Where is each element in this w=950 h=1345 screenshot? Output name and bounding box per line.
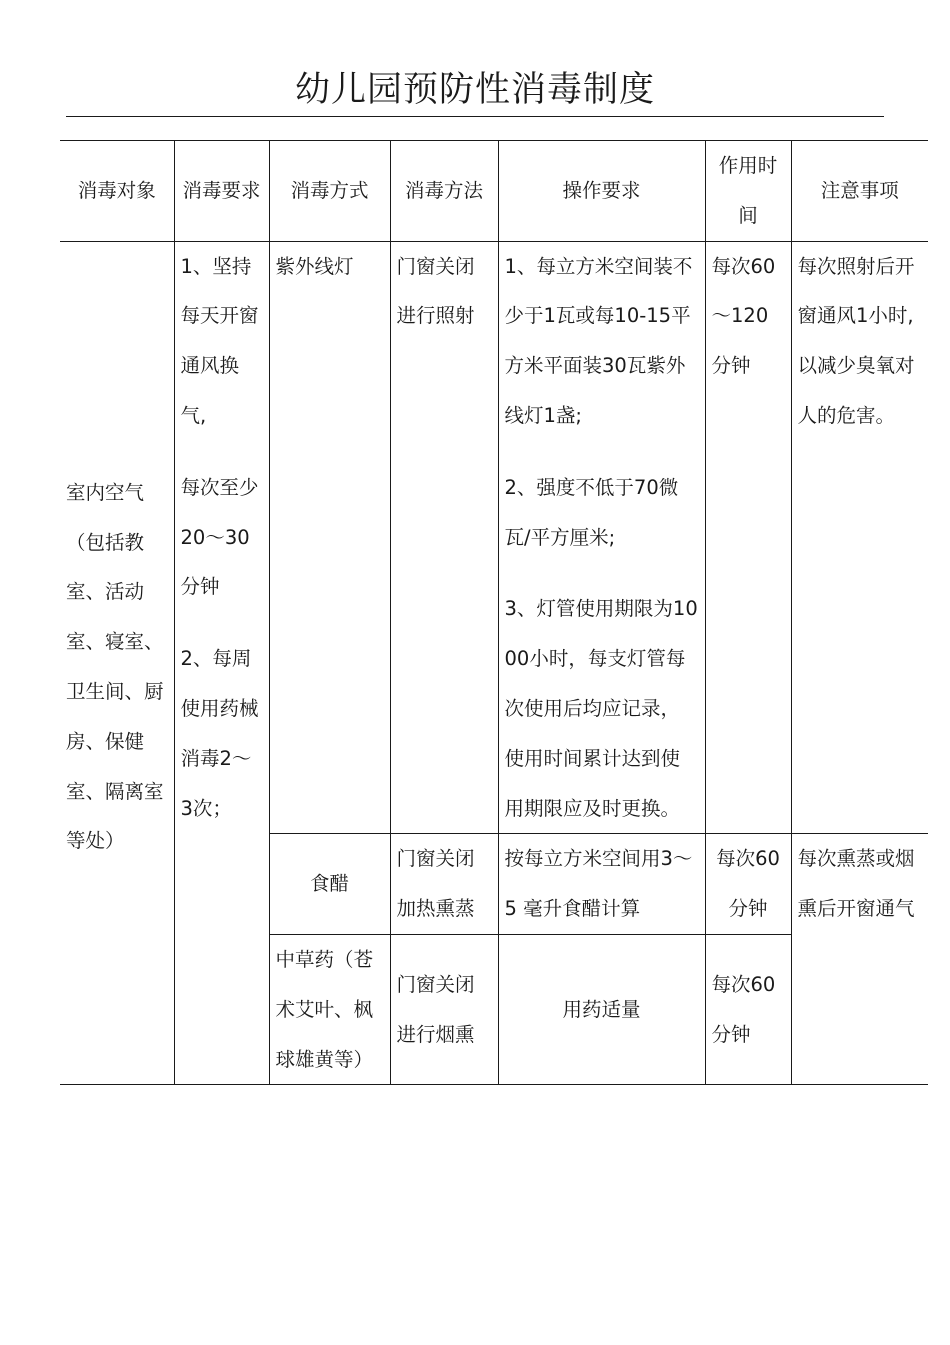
disinfection-table: [60, 140, 928, 1085]
operation-item: 3、灯管使用期限为1000小时，每支灯管每次使用后均应记录，使用时间累计达到使用期限应及时更换。: [504, 597, 698, 820]
header-duration: 作用时间: [705, 141, 791, 242]
cell-notes-fumigation: 每次熏蒸或烟熏后开窗通气: [791, 834, 928, 1085]
document-title: 幼儿园预防性消毒制度: [294, 70, 655, 110]
cell-operation-herbal: 用药适量: [498, 934, 705, 1084]
cell-mode-vinegar: 食醋: [269, 834, 390, 935]
requirement-paragraph-2: 每次至少 20～30 分钟: [180, 475, 259, 599]
cell-operation-uv: [498, 241, 705, 834]
cell-duration-vinegar: 每次60分钟: [705, 834, 791, 935]
cell-method-vinegar: 门窗关闭加热熏蒸: [390, 834, 498, 935]
header-row: [60, 141, 928, 242]
header-mode: 消毒方式: [269, 141, 390, 242]
requirement-paragraph-1: 1、坚持每天开窗通风换气,: [180, 254, 259, 427]
table-row-uv-lamp: [60, 241, 928, 834]
cell-requirement: [174, 241, 269, 1085]
cell-object: [60, 241, 174, 1085]
header-notes: 注意事项: [791, 141, 928, 242]
title-underline: [66, 116, 884, 117]
cell-operation-vinegar: 按每立方米空间用3～5 毫升食醋计算: [498, 834, 705, 935]
cell-method-herbal: 门窗关闭进行烟熏: [390, 934, 498, 1084]
operation-item: 2、强度不低于70微瓦/平方厘米;: [504, 475, 679, 549]
header-operation: 操作要求: [498, 141, 705, 242]
cell-notes-uv: 每次照射后开窗通风1小时,以减少臭氧对人的危害。: [791, 241, 928, 834]
cell-duration-uv: 每次60～120分钟: [705, 241, 791, 834]
operation-item: 1、每立方米空间装不少于1瓦或每10-15平方米平面装30瓦紫外线灯1盏;: [504, 254, 693, 427]
header-method: 消毒方法: [390, 141, 498, 242]
cell-method-uv: 门窗关闭进行照射: [390, 241, 498, 834]
requirement-paragraph-3: 2、每周使用药械消毒2～3次；: [180, 647, 259, 820]
cell-mode-uv: 紫外线灯: [269, 241, 390, 834]
header-object: 消毒对象: [60, 141, 174, 242]
header-requirement: 消毒要求: [174, 141, 269, 242]
object-text: 室内空气（包括教室、活动室、寝室、卫生间、厨房、保健室、隔离室等处）: [66, 480, 164, 853]
cell-mode-herbal: 中草药（苍术艾叶、枫球雄黄等）: [269, 934, 390, 1084]
cell-duration-herbal: 每次60分钟: [705, 934, 791, 1084]
